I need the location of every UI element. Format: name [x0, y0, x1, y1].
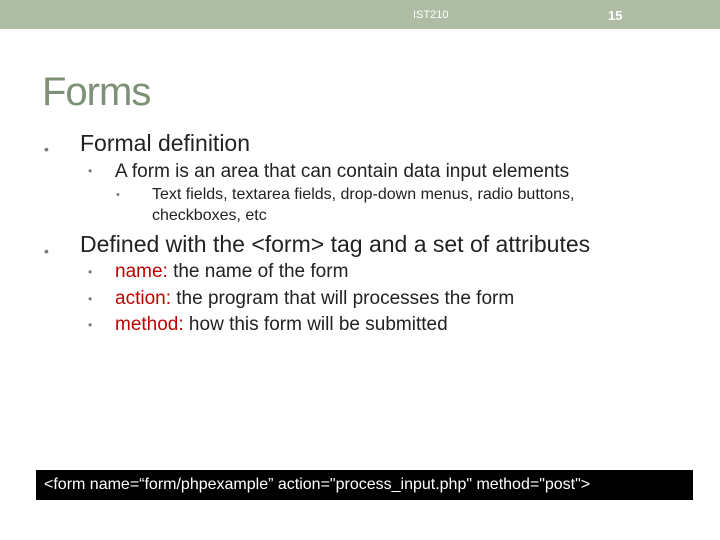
slide-number: 15 — [608, 8, 623, 23]
bullet-marker: • — [44, 141, 49, 157]
bullet-marker: • — [116, 189, 120, 201]
bullet-input-types-line2: checkboxes, etc — [152, 207, 267, 224]
bullet-marker: • — [44, 243, 49, 259]
attr-description: the program that will processes the form — [170, 288, 515, 309]
bullet-marker: • — [88, 292, 93, 306]
course-label: IST210 — [413, 9, 449, 21]
bullet-form-area: A form is an area that can contain data input elements — [115, 161, 570, 182]
slide-title: Forms — [42, 70, 151, 114]
attr-name — [115, 261, 348, 283]
attr-action — [115, 288, 514, 310]
attr-method — [115, 314, 448, 336]
bullet-form-tag: Defined with the <form> tag and a set of attributes — [80, 231, 591, 257]
bullet-marker: • — [88, 164, 93, 178]
attr-keyword: name: — [115, 261, 168, 282]
bullet-input-types-line1: Text fields, textarea fields, drop-down menus, radio buttons, — [152, 186, 575, 203]
bullet-marker: • — [88, 265, 93, 279]
attr-description: the name of the form — [167, 261, 349, 282]
attr-description: how this form will be submitted — [183, 314, 448, 335]
bullet-marker: • — [88, 318, 93, 332]
code-example: <form name=“form/phpexample” action="process_input.php" method="post"> — [44, 476, 591, 493]
bullet-formal-definition: Formal definition — [80, 130, 251, 156]
attr-keyword: method: — [115, 314, 184, 335]
code-example-box — [36, 470, 693, 500]
attr-keyword: action: — [115, 288, 171, 309]
header-bar — [0, 0, 720, 29]
